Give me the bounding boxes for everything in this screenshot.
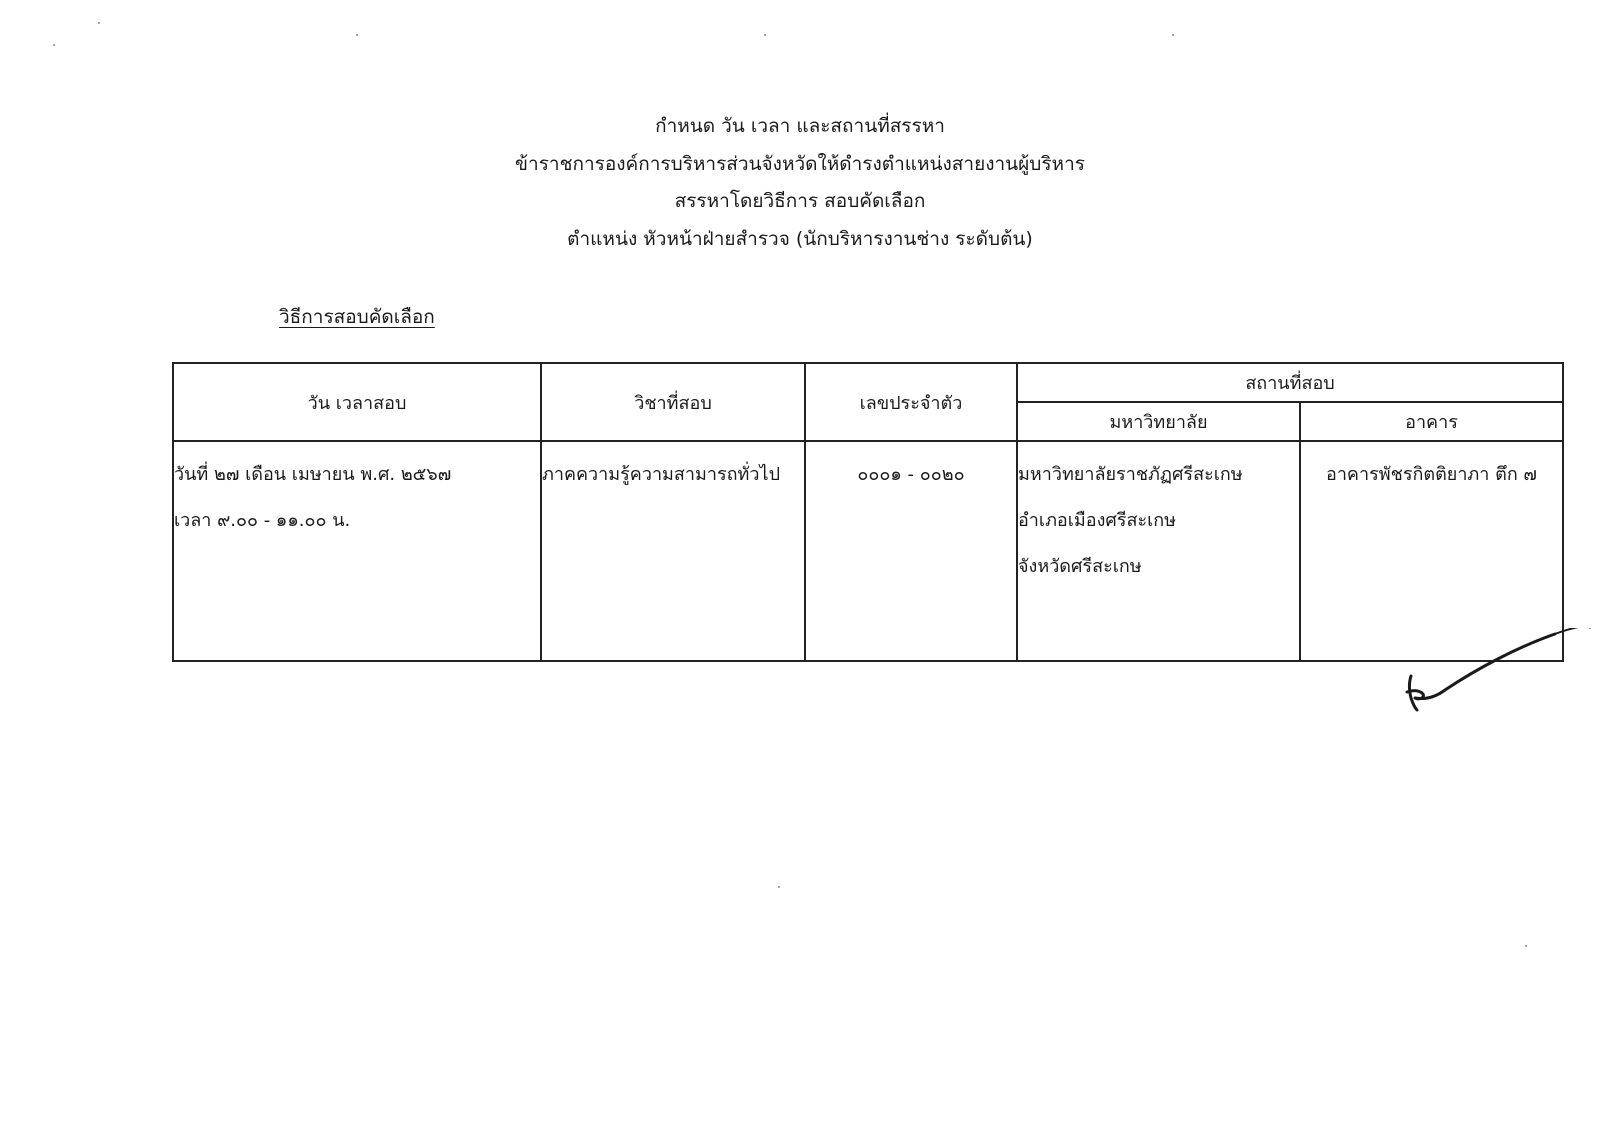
university-name: มหาวิทยาลัยราชภัฏศรีสะเกษ [1018, 464, 1243, 485]
section-heading: วิธีการสอบคัดเลือก [279, 306, 435, 328]
header-subject: วิชาที่สอบ [541, 363, 805, 441]
cell-id-number: ๐๐๐๑ - ๐๐๒๐ [805, 441, 1017, 661]
signature-mark [1405, 628, 1600, 738]
header-building: อาคาร [1300, 402, 1563, 441]
header-id-number: เลขประจำตัว [805, 363, 1017, 441]
scan-speck [98, 22, 100, 24]
exam-schedule-table [172, 362, 1564, 662]
header-venue: สถานที่สอบ [1017, 363, 1563, 402]
cell-university [1017, 441, 1300, 661]
exam-date: วันที่ ๒๗ เดือน เมษายน พ.ศ. ๒๕๖๗ [174, 464, 452, 485]
scan-speck [356, 34, 358, 36]
scan-speck [53, 44, 55, 46]
scan-speck [1172, 34, 1174, 36]
university-district: อำเภอเมืองศรีสะเกษ [1018, 510, 1177, 531]
title-line-1: กำหนด วัน เวลา และสถานที่สรรหา [655, 115, 945, 137]
table-row [173, 441, 1563, 661]
cell-date-time [173, 441, 541, 661]
exam-time: เวลา ๙.๐๐ - ๑๑.๐๐ น. [174, 510, 351, 531]
title-line-2: ข้าราชการองค์การบริหารส่วนจังหวัดให้ดำรงตำแหน่งสายงานผู้บริหาร [515, 152, 1085, 175]
scan-speck [778, 886, 780, 888]
scan-speck [1525, 945, 1527, 947]
cell-building: อาคารพัชรกิตติยาภา ตึก ๗ [1300, 441, 1563, 661]
document-title [0, 108, 1600, 258]
scan-speck [764, 34, 766, 36]
header-university: มหาวิทยาลัย [1017, 402, 1300, 441]
university-province: จังหวัดศรีสะเกษ [1018, 556, 1142, 577]
cell-subject: ภาคความรู้ความสามารถทั่วไป [541, 441, 805, 661]
title-line-3: สรรหาโดยวิธีการ สอบคัดเลือก [674, 190, 926, 212]
title-line-4: ตำแหน่ง หัวหน้าฝ่ายสำรวจ (นักบริหารงานช่าง ระดับต้น) [567, 227, 1033, 250]
header-date-time: วัน เวลาสอบ [173, 363, 541, 441]
